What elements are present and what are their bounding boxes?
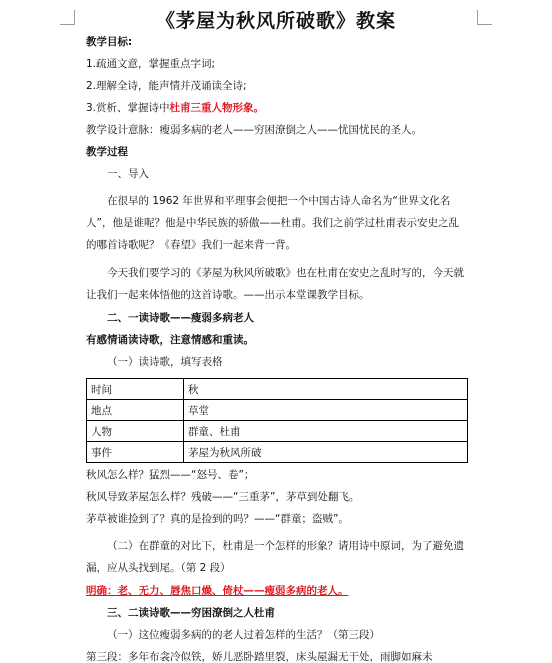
reading-instruction: 有感情诵读诗歌，注意情感和重读。	[86, 334, 254, 346]
table-cell-value: 群童、杜甫	[184, 421, 468, 442]
subsection-table-task: （一）读诗歌，填写表格	[107, 356, 223, 368]
table-cell-value: 草堂	[184, 400, 468, 421]
table-cell-key: 人物	[87, 421, 184, 442]
table-cell-value: 茅屋为秋风所破	[184, 442, 468, 463]
document-title: 《茅屋为秋风所破歌》教案	[155, 10, 396, 32]
clarification-highlight: 明确：老、无力、唇焦口燥、倚杖——瘦弱多病的老人。	[86, 585, 349, 597]
table-row	[87, 379, 468, 400]
design-intent: 教学设计意脉：瘦弱多病的老人——穷困潦倒之人——忧国忧民的圣人。	[86, 124, 422, 136]
goal-item-2: 2.理解全诗，能声情并茂诵读全诗;	[86, 80, 247, 92]
goal-item-3	[86, 102, 466, 114]
subsection-life-question: （一）这位瘦弱多病的的老人过着怎样的生活？（第三段）	[107, 629, 380, 641]
goal-item-3-text: 3.赏析、掌握诗中	[86, 102, 170, 114]
section-heading-second-reading: 三、二读诗歌——穷困潦倒之人杜甫	[107, 607, 275, 619]
intro-paragraph-2: 今天我们要学习的《茅屋为秋风所破歌》也在杜甫在安史之乱时写的，今天就让我们一起来体悟他的这首诗歌。——出示本堂课教学目标。	[86, 267, 464, 301]
table-row	[87, 400, 468, 421]
goals-heading: 教学目标:	[86, 36, 133, 48]
question-1: 秋风怎么样？猛烈——“怒号、卷”；	[86, 469, 255, 481]
question-2: 秋风导致茅屋怎么样？残破——“三重茅”，茅草到处翻飞。	[86, 491, 360, 503]
poem-info-table	[86, 378, 468, 463]
page-corner-mark	[477, 10, 492, 25]
intro-paragraph-1: 在很早的 1962 年世界和平理事会便把一个中国古诗人命名为“世界文化名人”，他是谁呢？他是中华民族的骄傲——杜甫。我们之前学过杜甫表示安史之乱的哪首诗歌呢？《春望》我们一起来背一背。	[86, 195, 459, 251]
table-cell-key: 事件	[87, 442, 184, 463]
question-3: 茅草被谁捡到了？真的是捡到的吗？——“群童；盗贼”。	[86, 513, 349, 525]
table-cell-key: 时间	[87, 379, 184, 400]
section-heading-intro: 一、导入	[107, 168, 149, 180]
subsection-contrast-question: （二）在群童的对比下，杜甫是一个怎样的形象？请用诗中原词，为了避免遗漏，应从头找到尾。（第 2 段）	[86, 540, 464, 574]
section-heading-first-reading: 二、一读诗歌——瘦弱多病老人	[107, 312, 254, 324]
table-cell-value: 秋	[184, 379, 468, 400]
goal-item-1: 1.疏通文意，掌握重点字词;	[86, 58, 216, 70]
table-row	[87, 421, 468, 442]
process-heading: 教学过程	[86, 146, 128, 158]
table-row	[87, 442, 468, 463]
table-cell-key: 地点	[87, 400, 184, 421]
page-corner-mark	[60, 10, 75, 25]
goal-item-3-highlight: 杜甫三重人物形象。	[169, 102, 265, 114]
paragraph-three-text: 第三段：多年布衾冷似铁，娇儿恶卧踏里裂，床头屋漏无干处，雨脚如麻未	[86, 651, 433, 663]
